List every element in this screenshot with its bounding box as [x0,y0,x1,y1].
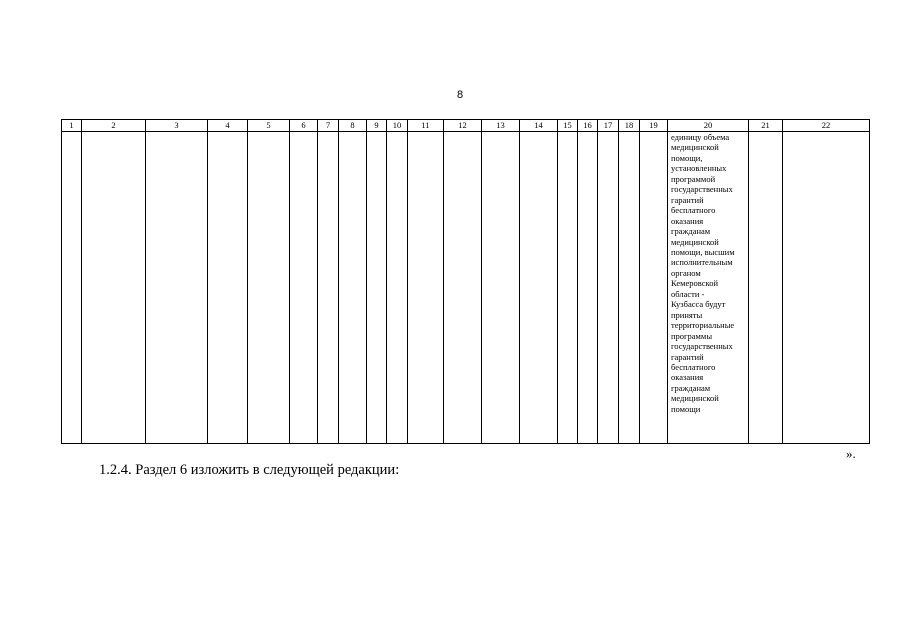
column-header: 3 [146,120,208,132]
table-cell [598,132,619,444]
table-row [62,132,870,444]
column-header: 13 [482,120,520,132]
column-header: 10 [387,120,408,132]
table-cell [558,132,578,444]
text-line: помощи, высшим [671,246,735,257]
column-header: 16 [578,120,598,132]
table-cell [749,132,783,444]
text-line: помощи, [671,152,703,163]
table-cell [619,132,640,444]
text-line: программой [671,173,716,184]
table-cell [62,132,82,444]
page-number: 8 [456,89,464,101]
column-header: 5 [248,120,290,132]
column-header: 12 [444,120,482,132]
table-cell [783,132,870,444]
text-line: территориальные [671,320,735,331]
closing-quote: ». [846,446,856,461]
text-line: медицинской [671,393,719,404]
text-line: Кузбасса будут [671,299,726,310]
table-header-row [62,120,870,132]
column-header: 15 [558,120,578,132]
text-line: единицу объема [671,132,730,142]
column-header: 14 [520,120,558,132]
text-line: помощи [671,403,701,414]
table-cell-col20 [668,132,749,444]
text-line: медицинской [671,236,719,247]
section-paragraph: 1.2.4. Раздел 6 изложить в следующей редакции: [99,462,400,478]
column-header: 18 [619,120,640,132]
data-table [61,119,870,444]
column-header: 17 [598,120,619,132]
table-cell [482,132,520,444]
table-cell [290,132,318,444]
text-line: области - [671,288,705,299]
column-header: 6 [290,120,318,132]
text-line: бесплатного [671,205,716,216]
column-header: 19 [640,120,668,132]
column-header: 21 [749,120,783,132]
col20-text [668,132,748,414]
table-cell [444,132,482,444]
text-line: оказания [671,215,704,226]
text-line: гражданам [671,226,711,237]
text-line: медицинской [671,142,719,153]
text-line: гражданам [671,382,711,393]
column-header: 1 [62,120,82,132]
text-line: приняты [671,309,703,320]
text-line: установленных [671,163,727,174]
column-header: 22 [783,120,870,132]
text-line: государственных [671,341,733,352]
table-cell [408,132,444,444]
table-cell [82,132,146,444]
table-cell [520,132,558,444]
text-line: гарантий [671,194,704,205]
column-header: 9 [367,120,387,132]
column-header: 8 [339,120,367,132]
text-line: органом [671,267,701,278]
table-cell [339,132,367,444]
column-header: 2 [82,120,146,132]
text-line: гарантий [671,351,704,362]
text-line: государственных [671,184,733,195]
column-header: 4 [208,120,248,132]
table-cell [146,132,208,444]
table-cell [208,132,248,444]
text-line: оказания [671,372,704,383]
text-line: исполнительным [671,257,733,268]
text-line: Кемеровской [671,278,719,289]
table-cell [387,132,408,444]
table-cell [578,132,598,444]
text-line: бесплатного [671,361,716,372]
column-header: 11 [408,120,444,132]
column-header: 7 [318,120,339,132]
text-line: программы [671,330,713,341]
table-cell [640,132,668,444]
table-cell [318,132,339,444]
table-cell [248,132,290,444]
table-cell [367,132,387,444]
column-header: 20 [668,120,749,132]
